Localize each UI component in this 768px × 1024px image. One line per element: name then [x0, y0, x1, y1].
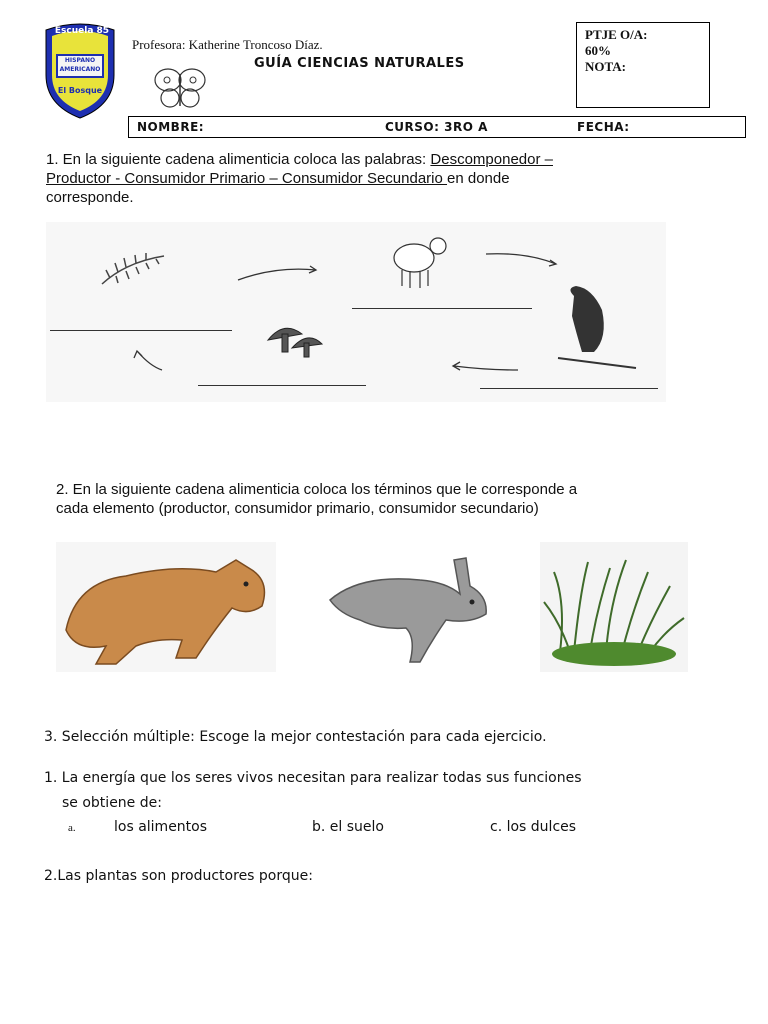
logo-text-bottom: El Bosque — [57, 86, 103, 95]
logo-text-top: Escuela 85 — [54, 26, 110, 36]
fecha-label: FECHA: — [577, 120, 630, 134]
q3-item1-line1: 1. La energía que los seres vivos necesitan para realizar todas sus funciones — [44, 770, 582, 786]
eagle-icon — [558, 286, 636, 368]
logo-text-hispano: HISPANO — [64, 57, 96, 64]
ptje-label: PTJE O/A: — [585, 27, 648, 42]
q1-instruction: 1. En la siguiente cadena alimenticia coloca las palabras: Descomponedor – Productor - Consumidor Primario – Consumidor Secundario en donde corresponde. — [46, 151, 553, 206]
curso-label: CURSO: 3RO A — [385, 120, 488, 134]
rabbit-image — [320, 550, 500, 670]
q3-option-c[interactable]: c. los dulces — [490, 819, 577, 835]
q3-item1-line2: se obtiene de: — [62, 795, 162, 811]
percent-label: 60% — [585, 43, 611, 58]
nota-label: NOTA: — [585, 59, 626, 74]
school-logo — [40, 20, 120, 120]
q1-answer-line-4[interactable] — [480, 388, 658, 389]
q1-answer-line-1[interactable] — [352, 308, 532, 309]
q3-item1-marker: a. — [68, 822, 76, 834]
q1-answer-line-3[interactable] — [198, 385, 366, 386]
score-box — [576, 22, 710, 108]
q3-option-b[interactable]: b. el suelo — [312, 819, 384, 835]
q1-food-chain — [46, 222, 666, 402]
mushroom-icon — [268, 328, 322, 357]
grass-plant-image — [540, 542, 688, 672]
q3-item2: 2.Las plantas son productores porque: — [44, 868, 313, 884]
nombre-label: NOMBRE: — [137, 120, 205, 134]
fern-icon — [102, 253, 164, 284]
student-info-bar — [128, 116, 746, 138]
q2-instruction: 2. En la siguiente cadena alimenticia coloca los términos que le corresponde a cada elemento (productor, consumidor primario, consumidor secundario) — [56, 481, 578, 517]
logo-text-americano: AMERICANO — [59, 66, 101, 73]
q1-answer-line-2[interactable] — [50, 330, 232, 331]
arrow-icons — [134, 254, 556, 370]
q3-heading: 3. Selección múltiple: Escoge la mejor contestación para cada ejercicio. — [44, 729, 547, 745]
q3-option-a[interactable]: los alimentos — [114, 819, 208, 835]
page-title: GUÍA CIENCIAS NATURALES — [254, 56, 465, 71]
puma-image — [56, 542, 276, 672]
butterfly-icon — [150, 66, 210, 114]
sheep-icon — [394, 238, 446, 288]
teacher-name: Profesora: Katherine Troncoso Díaz. — [132, 37, 323, 52]
